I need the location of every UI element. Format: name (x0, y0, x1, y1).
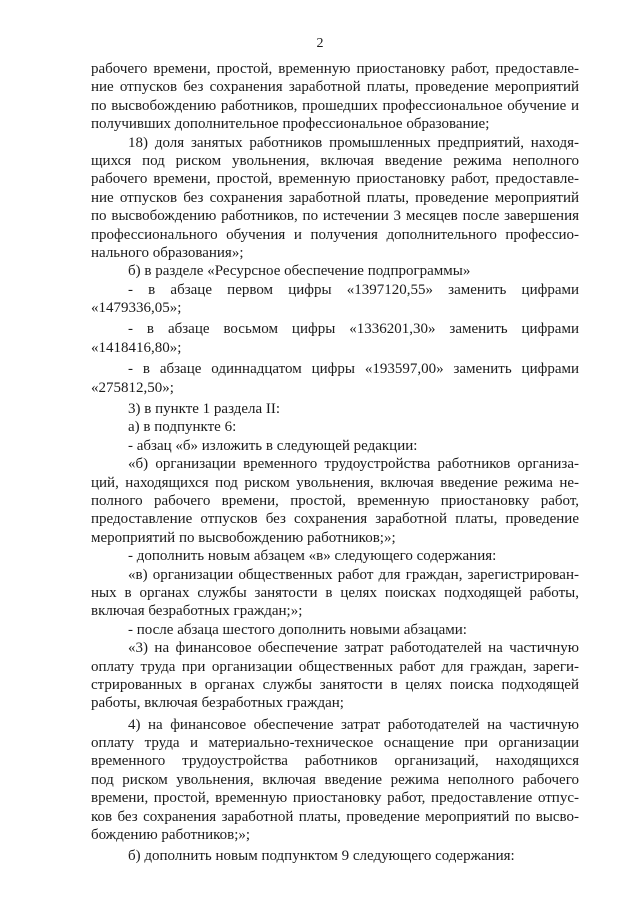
text-line: - в абзаце восьмом цифры «1336201,30» заменить цифрами (128, 321, 579, 338)
text-line: - абзац «б» изложить в следующей редакции: (128, 437, 418, 454)
text-line: ций, находящихся под риском увольнения, включая введение режима не- (91, 474, 579, 491)
text-line: оплату труда при организации общественных работ для граждан, зареги- (91, 658, 579, 675)
page-number: 2 (316, 36, 324, 51)
text-line: стрированных в органах службы занятости в целях поиска подходящей (91, 676, 579, 693)
text-line: - после абзаца шестого дополнить новыми абзацами: (128, 621, 467, 638)
text-line: - в абзаце первом цифры «1397120,55» заменить цифрами (128, 281, 579, 298)
text-line: работы, включая безработных граждан; (91, 695, 344, 712)
text-line: ние отпусков без сохранения заработной платы, проведение мероприятий (91, 79, 579, 96)
text-line: полного рабочего времени, простой, временную приостановку работ, (91, 492, 579, 509)
text-line: ние отпусков без сохранения заработной платы, проведение мероприятий (91, 189, 579, 206)
text-line: мероприятий по высвобождению работников;»; (91, 529, 396, 546)
text-line: времени, простой, временную приостановку работ, предоставление отпус- (91, 790, 579, 807)
text-line: временного трудоустройства работников организаций, находящихся (91, 753, 579, 770)
text-line: получивших дополнительное профессиональное образование; (91, 116, 490, 133)
text-line: профессионального обучения и получения дополнительного профессио- (91, 226, 579, 243)
text-line: 4) на финансовое обеспечение затрат работодателей на частичную (128, 716, 579, 733)
text-line: ных в органах службы занятости в целях поисках подходящей работы, (91, 584, 579, 601)
text-line: а) в подпункте 6: (128, 419, 237, 436)
document-body (91, 60, 579, 866)
text-line: рабочего времени, простой, временную приостановку работ, предоставле- (91, 61, 579, 77)
text-line: оплату труда и материально-техническое оснащение при организации (91, 735, 579, 752)
text-line: 18) доля занятых работников промышленных предприятий, находя- (128, 134, 579, 151)
text-line: ков без сохранения заработной платы, проведение мероприятий по высво- (91, 808, 579, 825)
text-line: «3) на финансовое обеспечение затрат работодателей на частичную (128, 640, 579, 657)
text-line: бождению работников;»; (91, 827, 251, 844)
text-line: по высвобождению работников, по истечении 3 месяцев после завершения (91, 208, 579, 225)
text-line: «1479336,05»; (91, 300, 182, 317)
text-line: предоставление отпусков без сохранения заработной платы, проведение (91, 511, 579, 528)
text-line: «в) организации общественных работ для граждан, зарегистрирован- (128, 566, 579, 583)
text-line: щихся под риском увольнения, включая введение режима неполного (91, 152, 579, 169)
text-line: б) в разделе «Ресурсное обеспечение подпрограммы» (128, 263, 471, 280)
text-line: б) дополнить новым подпунктом 9 следующего содержания: (128, 848, 515, 865)
text-line: под риском увольнения, включая введение режима неполного рабочего (91, 771, 579, 788)
text-line: включая безработных граждан;»; (91, 603, 303, 620)
text-line: «275812,50»; (91, 379, 174, 396)
text-line: нального образования»; (91, 244, 244, 261)
text-line: по высвобождению работников, прошедших профессиональное обучение и (91, 97, 579, 114)
text-line: рабочего времени, простой, временную приостановку работ, предоставле- (91, 171, 579, 188)
text-line: 3) в пункте 1 раздела II: (128, 401, 281, 418)
text-line: «б) организации временного трудоустройства работников организа- (128, 456, 579, 473)
text-line: - дополнить новым абзацем «в» следующего содержания: (128, 548, 497, 565)
text-line: «1418416,80»; (91, 339, 182, 356)
text-line: - в абзаце одиннадцатом цифры «193597,00» заменить цифрами (128, 361, 579, 378)
